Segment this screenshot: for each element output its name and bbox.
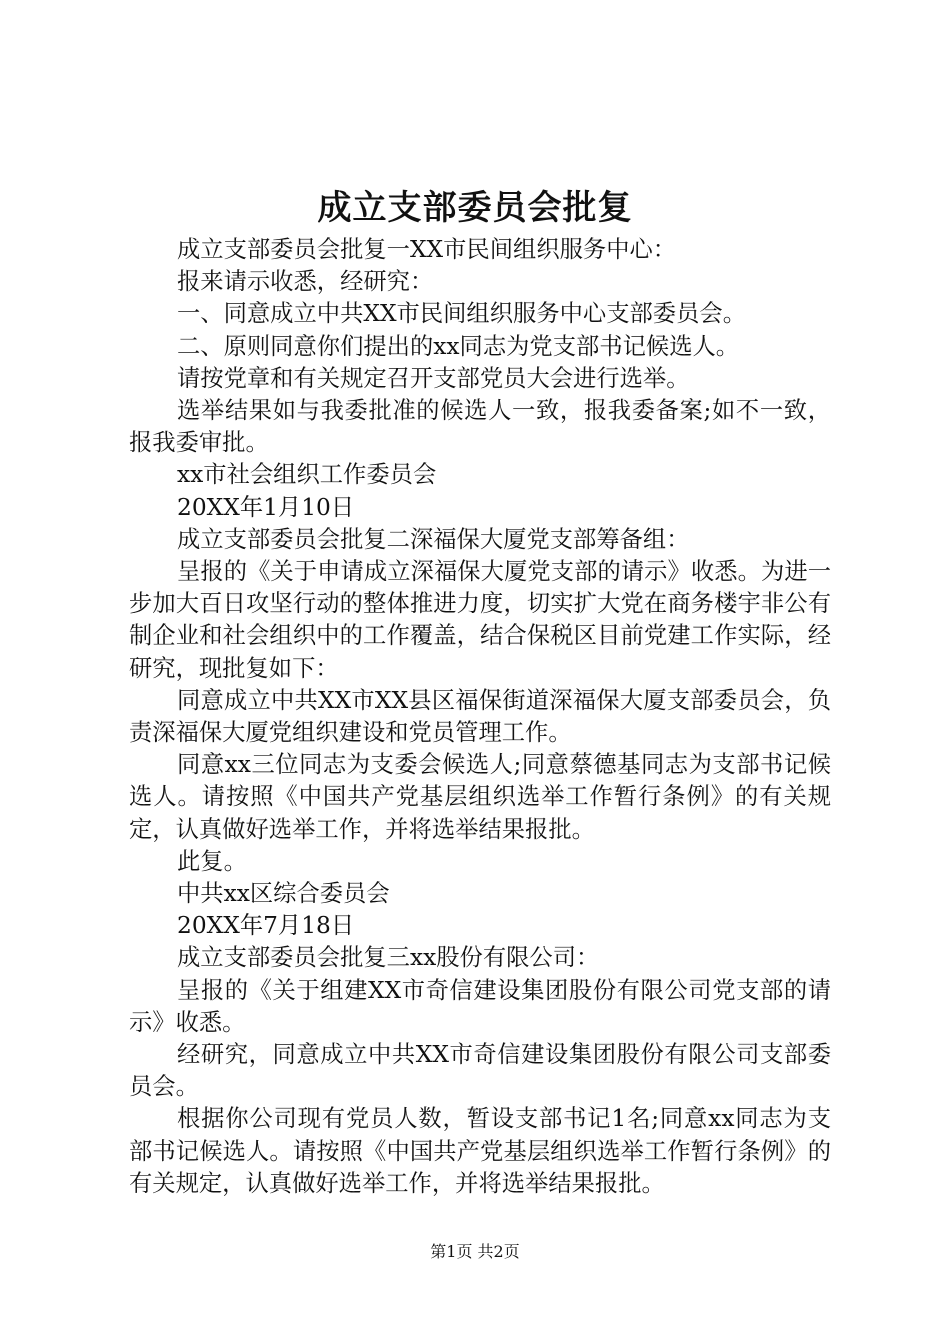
paragraph: 二、原则同意你们提出的xx同志为党支部书记候选人。 (177, 332, 740, 360)
date-line: 20XX年1月10日 (177, 493, 355, 521)
paragraph: 成立支部委员会批复二深福保大厦党支部筹备组： (177, 525, 690, 553)
paragraph: 同意成立中共XX市XX县区福保街道深福保大厦支部委员会，负责深福保大厦党组织建设和党员管理工作。 (129, 686, 831, 747)
paragraph: 经研究，同意成立中共XX市奇信建设集团股份有限公司支部委员会。 (129, 1041, 831, 1101)
date-line: 20XX年7月18日 (177, 912, 355, 940)
page-footer: 第1页 共2页 (430, 1242, 520, 1261)
signature-line: xx市社会组织工作委员会 (177, 461, 437, 489)
document-body (129, 234, 831, 1200)
paragraph: 呈报的《关于组建XX市奇信建设集团股份有限公司党支部的请示》收悉。 (129, 976, 831, 1036)
paragraph: 选举结果如与我委批准的候选人一致，报我委备案;如不一致，报我委审批。 (129, 397, 831, 457)
paragraph: 请按党章和有关规定召开支部党员大会进行选举。 (177, 364, 690, 392)
paragraph: 成立支部委员会批复三xx股份有限公司： (177, 944, 600, 972)
paragraph: 报来请示收悉，经研究： (177, 268, 434, 296)
paragraph: 同意xx三位同志为支委会候选人;同意蔡德基同志为支部书记候选人。请按照《中国共产党基层组织选举工作暂行条例》的有关规定，认真做好选举工作，并将选举结果报批。 (129, 751, 831, 843)
signature-line: 中共xx区综合委员会 (177, 880, 390, 908)
document-title: 成立支部委员会批复 (317, 188, 633, 228)
paragraph: 一、同意成立中共XX市民间组织服务中心支部委员会。 (177, 300, 746, 328)
paragraph: 成立支部委员会批复一XX市民间组织服务中心： (177, 236, 677, 263)
paragraph: 此复。 (177, 847, 247, 875)
paragraph: 呈报的《关于申请成立深福保大厦党支部的请示》收悉。为进一步加大百日攻坚行动的整体推进力度，切实扩大党在商务楼宇非公有制企业和社会组织中的工作覆盖，结合保税区目前党建工作实际，经研究，现批复如下： (129, 558, 831, 682)
paragraph: 根据你公司现有党员人数，暂设支部书记1名;同意xx同志为支部书记候选人。请按照《中国共产党基层组织选举工作暂行条例》的有关规定，认真做好选举工作，并将选举结果报批。 (129, 1105, 831, 1197)
